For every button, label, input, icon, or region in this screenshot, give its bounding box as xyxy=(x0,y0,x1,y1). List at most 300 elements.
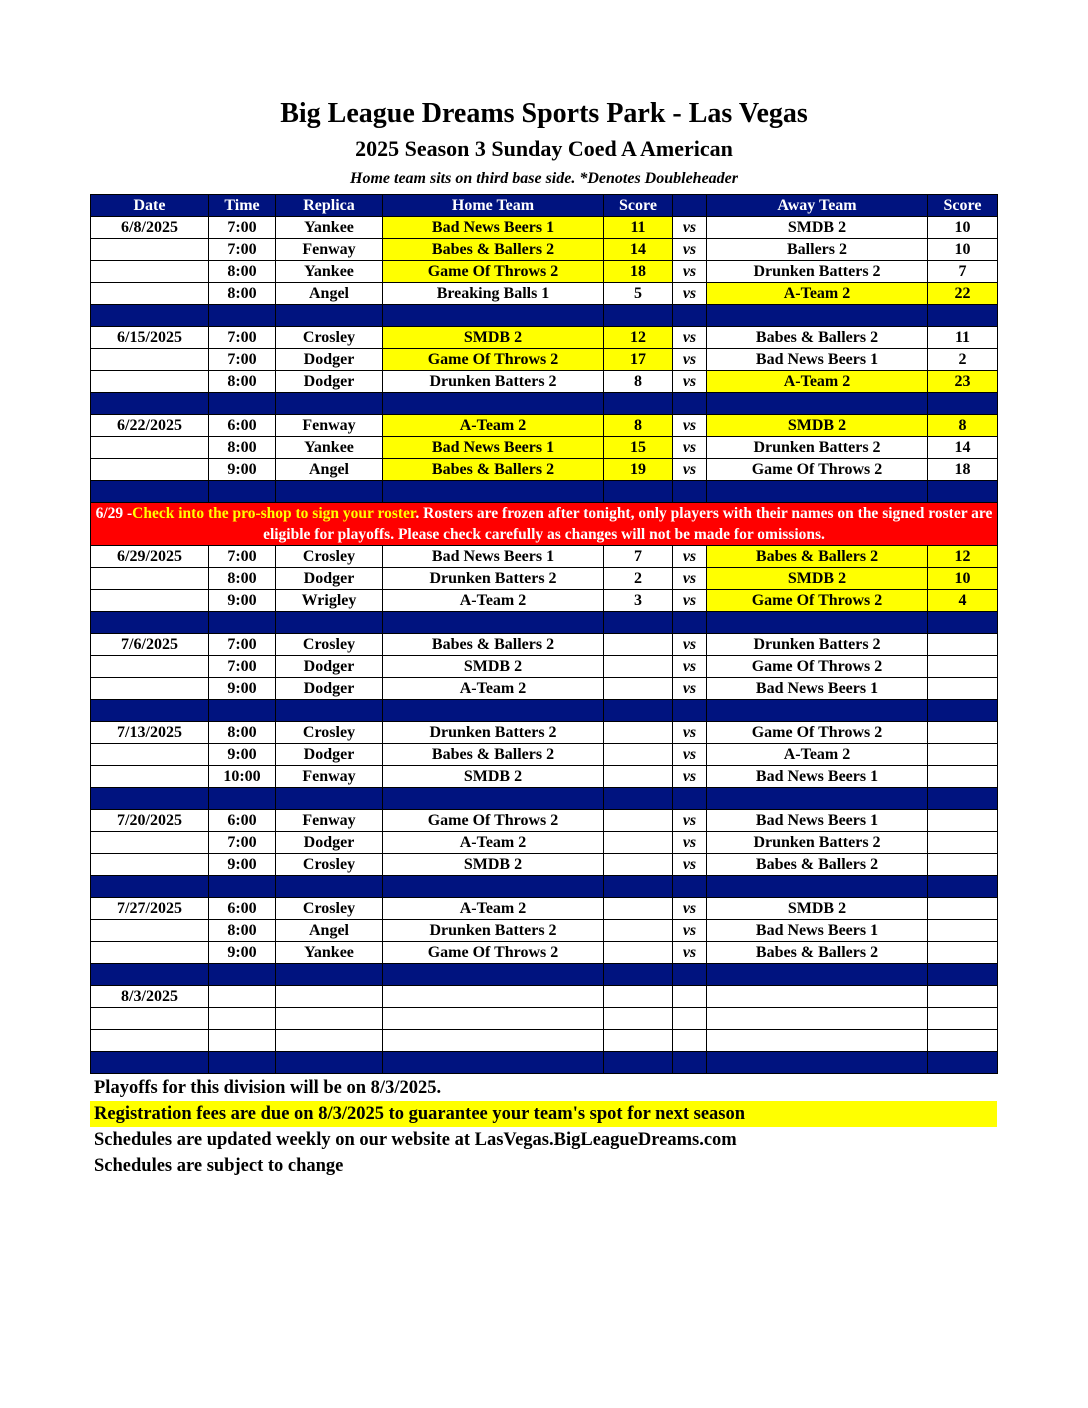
game-time: 9:00 xyxy=(209,942,276,964)
home-team: SMDB 2 xyxy=(383,766,604,788)
away-team: Babes & Ballers 2 xyxy=(707,327,928,349)
separator-cell xyxy=(673,1052,707,1074)
col-date: Date xyxy=(91,195,209,217)
notice-highlight: Check into the pro-shop to sign your roster xyxy=(132,505,416,522)
away-team: Game Of Throws 2 xyxy=(707,590,928,612)
away-score: 10 xyxy=(928,568,998,590)
game-row xyxy=(91,546,998,568)
game-date xyxy=(91,832,209,854)
game-row xyxy=(91,261,998,283)
game-time: 7:00 xyxy=(209,656,276,678)
away-team: Bad News Beers 1 xyxy=(707,349,928,371)
vs-label: vs xyxy=(673,942,707,964)
home-team xyxy=(383,986,604,1008)
game-time: 7:00 xyxy=(209,349,276,371)
separator-cell xyxy=(383,305,604,327)
separator-cell xyxy=(276,876,383,898)
home-score xyxy=(604,678,673,700)
home-score: 11 xyxy=(604,217,673,239)
away-team: SMDB 2 xyxy=(707,568,928,590)
separator-cell xyxy=(673,700,707,722)
home-team: Game Of Throws 2 xyxy=(383,942,604,964)
away-team: Bad News Beers 1 xyxy=(707,678,928,700)
away-score xyxy=(928,942,998,964)
week-separator xyxy=(91,700,998,722)
separator-cell xyxy=(707,305,928,327)
game-field xyxy=(276,1008,383,1030)
away-score xyxy=(928,920,998,942)
col-home-team: Home Team xyxy=(383,195,604,217)
game-field: Dodger xyxy=(276,678,383,700)
separator-cell xyxy=(91,305,209,327)
game-field xyxy=(276,986,383,1008)
vs-cell xyxy=(673,1030,707,1052)
separator-cell xyxy=(209,481,276,503)
game-row xyxy=(91,349,998,371)
vs-label: vs xyxy=(673,283,707,305)
separator-cell xyxy=(707,1052,928,1074)
separator-cell xyxy=(91,700,209,722)
game-time: 9:00 xyxy=(209,854,276,876)
home-team: A-Team 2 xyxy=(383,590,604,612)
home-score: 15 xyxy=(604,437,673,459)
away-score: 22 xyxy=(928,283,998,305)
home-team: SMDB 2 xyxy=(383,656,604,678)
game-time xyxy=(209,1030,276,1052)
away-score: 23 xyxy=(928,371,998,393)
away-score xyxy=(928,986,998,1008)
separator-cell xyxy=(673,393,707,415)
game-field: Fenway xyxy=(276,239,383,261)
away-team: Game Of Throws 2 xyxy=(707,722,928,744)
subject-note: Schedules are subject to change xyxy=(94,1156,344,1176)
game-row xyxy=(91,810,998,832)
separator-cell xyxy=(604,481,673,503)
game-row xyxy=(91,832,998,854)
game-row xyxy=(91,898,998,920)
game-time: 9:00 xyxy=(209,678,276,700)
separator-cell xyxy=(707,876,928,898)
roster-notice-row xyxy=(91,503,998,546)
week-separator xyxy=(91,612,998,634)
separator-cell xyxy=(209,964,276,986)
col-home-score: Score xyxy=(604,195,673,217)
home-score xyxy=(604,832,673,854)
game-date xyxy=(91,1008,209,1030)
game-date xyxy=(91,437,209,459)
game-time: 8:00 xyxy=(209,261,276,283)
game-field: Angel xyxy=(276,459,383,481)
away-score xyxy=(928,656,998,678)
game-time: 6:00 xyxy=(209,415,276,437)
separator-cell xyxy=(673,788,707,810)
game-date: 7/20/2025 xyxy=(91,810,209,832)
separator-cell xyxy=(276,964,383,986)
game-row xyxy=(91,986,998,1008)
away-score xyxy=(928,744,998,766)
away-team: Drunken Batters 2 xyxy=(707,437,928,459)
game-time xyxy=(209,986,276,1008)
home-score xyxy=(604,656,673,678)
game-field: Dodger xyxy=(276,568,383,590)
separator-cell xyxy=(276,612,383,634)
separator-cell xyxy=(604,1052,673,1074)
game-row xyxy=(91,634,998,656)
game-time: 10:00 xyxy=(209,766,276,788)
roster-notice xyxy=(91,503,998,546)
separator-cell xyxy=(928,700,998,722)
game-date: 7/27/2025 xyxy=(91,898,209,920)
home-score xyxy=(604,854,673,876)
game-time: 8:00 xyxy=(209,283,276,305)
home-team: Babes & Ballers 2 xyxy=(383,744,604,766)
game-time: 9:00 xyxy=(209,744,276,766)
game-date xyxy=(91,656,209,678)
home-team: A-Team 2 xyxy=(383,832,604,854)
vs-label: vs xyxy=(673,656,707,678)
week-separator xyxy=(91,964,998,986)
vs-label: vs xyxy=(673,415,707,437)
away-score: 2 xyxy=(928,349,998,371)
week-separator xyxy=(91,876,998,898)
home-score xyxy=(604,898,673,920)
game-field: Yankee xyxy=(276,437,383,459)
home-team: A-Team 2 xyxy=(383,898,604,920)
vs-cell xyxy=(673,1008,707,1030)
away-score: 8 xyxy=(928,415,998,437)
game-field: Yankee xyxy=(276,942,383,964)
home-score xyxy=(604,1008,673,1030)
game-row xyxy=(91,854,998,876)
separator-cell xyxy=(276,700,383,722)
game-date: 6/15/2025 xyxy=(91,327,209,349)
separator-cell xyxy=(383,1052,604,1074)
away-score xyxy=(928,898,998,920)
game-date xyxy=(91,371,209,393)
vs-label: vs xyxy=(673,590,707,612)
game-row xyxy=(91,678,998,700)
playoffs-note: Playoffs for this division will be on 8/3/2025. xyxy=(94,1078,442,1098)
separator-cell xyxy=(707,964,928,986)
vs-label: vs xyxy=(673,722,707,744)
home-team xyxy=(383,1030,604,1052)
separator-cell xyxy=(604,612,673,634)
game-date: 7/6/2025 xyxy=(91,634,209,656)
home-team: A-Team 2 xyxy=(383,415,604,437)
separator-cell xyxy=(91,876,209,898)
home-team: Breaking Balls 1 xyxy=(383,283,604,305)
home-score: 2 xyxy=(604,568,673,590)
separator-cell xyxy=(604,305,673,327)
separator-cell xyxy=(91,788,209,810)
game-time: 6:00 xyxy=(209,810,276,832)
game-row xyxy=(91,722,998,744)
away-score xyxy=(928,1008,998,1030)
home-team: Drunken Batters 2 xyxy=(383,920,604,942)
separator-cell xyxy=(91,964,209,986)
notice-text: . Rosters are frozen after tonight, only players with their names on the signed roster are eligible for playoffs. Please check carefully as changes will not be made for omissions. xyxy=(263,505,993,543)
separator-cell xyxy=(383,964,604,986)
away-score xyxy=(928,678,998,700)
game-date xyxy=(91,678,209,700)
home-team: Babes & Ballers 2 xyxy=(383,459,604,481)
separator-cell xyxy=(928,481,998,503)
away-score: 7 xyxy=(928,261,998,283)
away-team: Bad News Beers 1 xyxy=(707,920,928,942)
separator-cell xyxy=(673,964,707,986)
game-date xyxy=(91,261,209,283)
game-date xyxy=(91,459,209,481)
away-score: 11 xyxy=(928,327,998,349)
away-score xyxy=(928,766,998,788)
home-team xyxy=(383,1008,604,1030)
separator-cell xyxy=(383,788,604,810)
away-team: SMDB 2 xyxy=(707,898,928,920)
game-time: 7:00 xyxy=(209,634,276,656)
away-score: 10 xyxy=(928,217,998,239)
col-away-score: Score xyxy=(928,195,998,217)
page-subtitle: 2025 Season 3 Sunday Coed A American xyxy=(355,136,733,161)
home-team: Game Of Throws 2 xyxy=(383,349,604,371)
vs-label: vs xyxy=(673,832,707,854)
home-score: 14 xyxy=(604,239,673,261)
away-team: SMDB 2 xyxy=(707,217,928,239)
separator-cell xyxy=(91,481,209,503)
away-team xyxy=(707,986,928,1008)
away-score: 4 xyxy=(928,590,998,612)
separator-cell xyxy=(383,700,604,722)
away-team: Drunken Batters 2 xyxy=(707,832,928,854)
game-field: Crosley xyxy=(276,546,383,568)
vs-label: vs xyxy=(673,854,707,876)
game-field: Fenway xyxy=(276,810,383,832)
separator-cell xyxy=(707,393,928,415)
game-field: Dodger xyxy=(276,744,383,766)
game-field: Dodger xyxy=(276,371,383,393)
separator-cell xyxy=(276,1052,383,1074)
separator-cell xyxy=(673,876,707,898)
separator-cell xyxy=(604,964,673,986)
home-team: Drunken Batters 2 xyxy=(383,722,604,744)
home-score xyxy=(604,766,673,788)
home-score: 3 xyxy=(604,590,673,612)
game-row xyxy=(91,371,998,393)
vs-label: vs xyxy=(673,546,707,568)
away-score: 18 xyxy=(928,459,998,481)
vs-label: vs xyxy=(673,217,707,239)
game-row xyxy=(91,568,998,590)
separator-cell xyxy=(673,481,707,503)
game-date xyxy=(91,568,209,590)
away-team: A-Team 2 xyxy=(707,371,928,393)
separator-cell xyxy=(928,1052,998,1074)
game-date: 6/22/2025 xyxy=(91,415,209,437)
vs-label: vs xyxy=(673,261,707,283)
vs-label: vs xyxy=(673,766,707,788)
game-time: 8:00 xyxy=(209,568,276,590)
game-field: Wrigley xyxy=(276,590,383,612)
away-score: 10 xyxy=(928,239,998,261)
game-date xyxy=(91,590,209,612)
away-team: Babes & Ballers 2 xyxy=(707,942,928,964)
away-team: A-Team 2 xyxy=(707,744,928,766)
separator-cell xyxy=(383,876,604,898)
game-time: 7:00 xyxy=(209,239,276,261)
separator-cell xyxy=(209,1052,276,1074)
registration-note: Registration fees are due on 8/3/2025 to guarantee your team's spot for next season xyxy=(90,1101,997,1127)
game-row xyxy=(91,744,998,766)
game-time: 7:00 xyxy=(209,546,276,568)
col-replica: Replica xyxy=(276,195,383,217)
vs-label: vs xyxy=(673,568,707,590)
game-field: Dodger xyxy=(276,656,383,678)
game-field: Crosley xyxy=(276,722,383,744)
home-team: Drunken Batters 2 xyxy=(383,371,604,393)
game-time: 9:00 xyxy=(209,590,276,612)
game-date xyxy=(91,854,209,876)
home-team: Bad News Beers 1 xyxy=(383,217,604,239)
game-time: 8:00 xyxy=(209,371,276,393)
away-team: A-Team 2 xyxy=(707,283,928,305)
separator-cell xyxy=(209,305,276,327)
game-row xyxy=(91,459,998,481)
game-time: 6:00 xyxy=(209,898,276,920)
separator-cell xyxy=(91,1052,209,1074)
vs-cell xyxy=(673,986,707,1008)
separator-cell xyxy=(707,788,928,810)
game-date xyxy=(91,1030,209,1052)
away-team xyxy=(707,1030,928,1052)
game-date xyxy=(91,942,209,964)
separator-cell xyxy=(209,612,276,634)
home-score: 17 xyxy=(604,349,673,371)
separator-cell xyxy=(91,393,209,415)
vs-label: vs xyxy=(673,678,707,700)
vs-label: vs xyxy=(673,898,707,920)
game-time xyxy=(209,1008,276,1030)
game-row xyxy=(91,327,998,349)
away-score: 12 xyxy=(928,546,998,568)
game-field: Dodger xyxy=(276,349,383,371)
vs-label: vs xyxy=(673,744,707,766)
separator-cell xyxy=(276,305,383,327)
game-time: 9:00 xyxy=(209,459,276,481)
vs-label: vs xyxy=(673,459,707,481)
footer-notes xyxy=(90,1075,997,1179)
week-separator xyxy=(91,481,998,503)
page-title: Big League Dreams Sports Park - Las Vegas xyxy=(280,98,808,129)
home-score: 12 xyxy=(604,327,673,349)
separator-cell xyxy=(928,612,998,634)
game-date xyxy=(91,920,209,942)
separator-cell xyxy=(604,393,673,415)
separator-cell xyxy=(707,481,928,503)
separator-cell xyxy=(707,612,928,634)
home-score xyxy=(604,1030,673,1052)
game-date: 7/13/2025 xyxy=(91,722,209,744)
game-row xyxy=(91,766,998,788)
home-score: 8 xyxy=(604,415,673,437)
separator-cell xyxy=(209,788,276,810)
game-field: Angel xyxy=(276,920,383,942)
home-team: Drunken Batters 2 xyxy=(383,568,604,590)
game-field: Crosley xyxy=(276,854,383,876)
away-score xyxy=(928,810,998,832)
away-score: 14 xyxy=(928,437,998,459)
separator-cell xyxy=(928,964,998,986)
vs-label: vs xyxy=(673,349,707,371)
home-team: Babes & Ballers 2 xyxy=(383,239,604,261)
game-date: 6/29/2025 xyxy=(91,546,209,568)
away-team: Game Of Throws 2 xyxy=(707,459,928,481)
game-field: Yankee xyxy=(276,217,383,239)
game-field: Crosley xyxy=(276,898,383,920)
vs-label: vs xyxy=(673,920,707,942)
game-row xyxy=(91,239,998,261)
game-time: 8:00 xyxy=(209,722,276,744)
separator-cell xyxy=(383,612,604,634)
home-team: Game Of Throws 2 xyxy=(383,261,604,283)
separator-cell xyxy=(673,305,707,327)
game-row xyxy=(91,283,998,305)
game-field: Crosley xyxy=(276,634,383,656)
separator-cell xyxy=(604,788,673,810)
week-separator xyxy=(91,1052,998,1074)
away-team: Bad News Beers 1 xyxy=(707,810,928,832)
game-date xyxy=(91,283,209,305)
game-field: Crosley xyxy=(276,327,383,349)
home-score: 8 xyxy=(604,371,673,393)
away-score xyxy=(928,634,998,656)
separator-cell xyxy=(928,305,998,327)
vs-label: vs xyxy=(673,327,707,349)
game-time: 7:00 xyxy=(209,217,276,239)
separator-cell xyxy=(209,876,276,898)
week-separator xyxy=(91,393,998,415)
home-score xyxy=(604,942,673,964)
home-score xyxy=(604,810,673,832)
separator-cell xyxy=(673,612,707,634)
away-team: Babes & Ballers 2 xyxy=(707,854,928,876)
separator-cell xyxy=(383,393,604,415)
away-score xyxy=(928,722,998,744)
home-team: Bad News Beers 1 xyxy=(383,437,604,459)
game-row xyxy=(91,1008,998,1030)
game-date xyxy=(91,239,209,261)
game-time: 7:00 xyxy=(209,327,276,349)
vs-label: vs xyxy=(673,437,707,459)
away-team xyxy=(707,1008,928,1030)
game-row xyxy=(91,415,998,437)
separator-cell xyxy=(383,481,604,503)
game-row xyxy=(91,942,998,964)
home-team: Babes & Ballers 2 xyxy=(383,634,604,656)
vs-label: vs xyxy=(673,634,707,656)
away-team: Game Of Throws 2 xyxy=(707,656,928,678)
game-field: Fenway xyxy=(276,415,383,437)
game-time: 8:00 xyxy=(209,920,276,942)
game-field: Dodger xyxy=(276,832,383,854)
game-date: 6/8/2025 xyxy=(91,217,209,239)
game-date xyxy=(91,766,209,788)
home-score xyxy=(604,744,673,766)
away-score xyxy=(928,832,998,854)
game-field: Yankee xyxy=(276,261,383,283)
col-away-team: Away Team xyxy=(707,195,928,217)
game-field: Angel xyxy=(276,283,383,305)
home-team: Game Of Throws 2 xyxy=(383,810,604,832)
game-time: 8:00 xyxy=(209,437,276,459)
